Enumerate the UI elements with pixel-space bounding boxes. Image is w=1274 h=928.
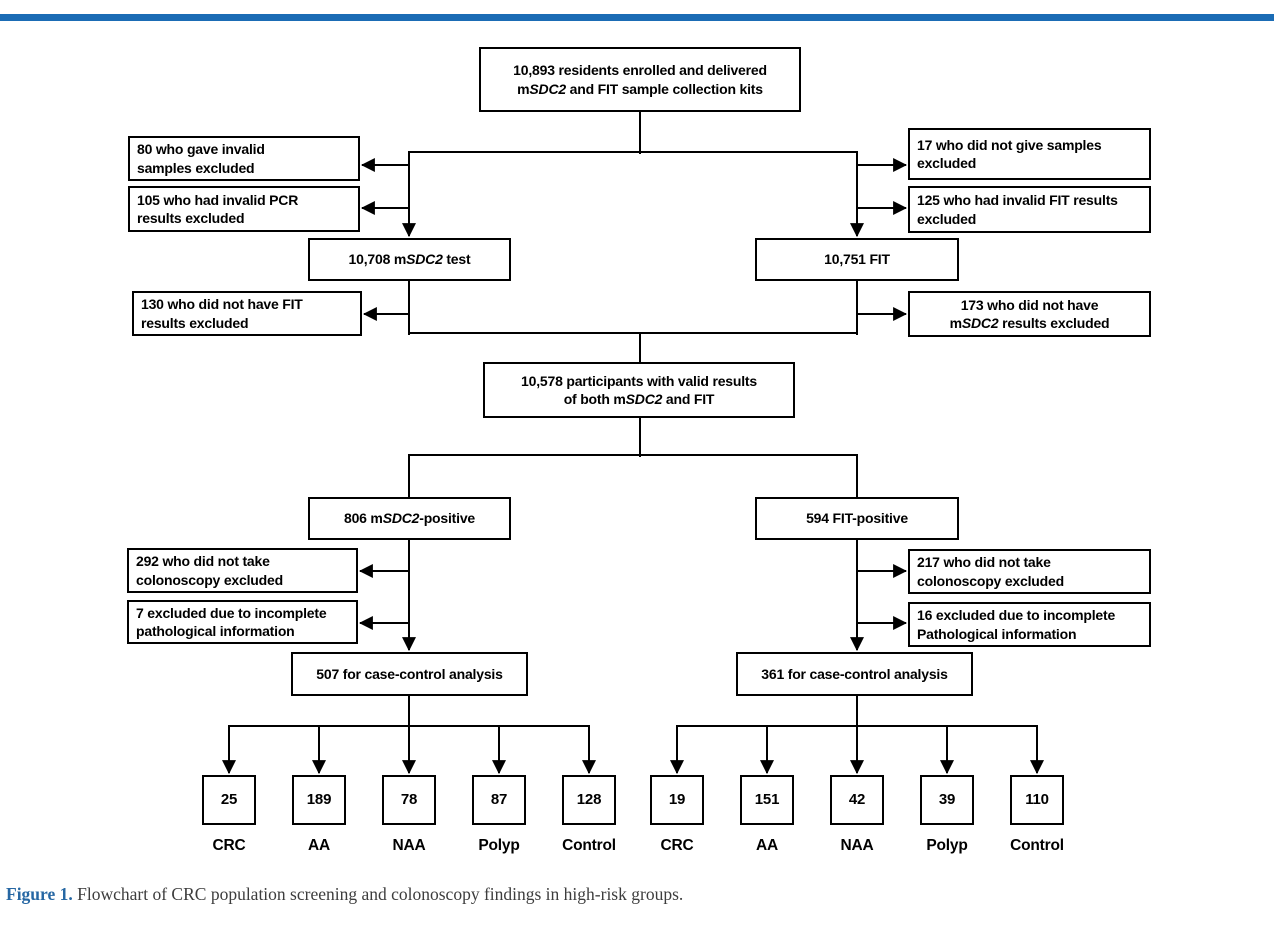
node-msdc2-positive: 806 mSDC2-positive	[308, 497, 511, 540]
node-excl-no-colonoscopy-right: 217 who did not take colonoscopy excluded	[908, 549, 1151, 594]
label-left-naa: NAA	[392, 836, 426, 854]
node-excl-no-samples: 17 who did not give samples excluded	[908, 128, 1151, 180]
node-excl-invalid-pcr: 105 who had invalid PCR results excluded	[128, 186, 360, 232]
label-left-control: Control	[562, 836, 616, 854]
node-excl-incomplete-path-right: 16 excluded due to incomplete Pathological information	[908, 602, 1151, 647]
node-fit-test: 10,751 FIT	[755, 238, 959, 281]
node-count-right-crc: 19	[650, 775, 704, 825]
node-count-right-polyp: 39	[920, 775, 974, 825]
label-right-naa: NAA	[840, 836, 874, 854]
node-excl-invalid-samples: 80 who gave invalid samples excluded	[128, 136, 360, 181]
figure-caption-text: Flowchart of CRC population screening and colonoscopy findings in high-risk groups.	[72, 884, 684, 904]
label-left-aa: AA	[308, 836, 330, 854]
node-excl-no-colonoscopy-left: 292 who did not take colonoscopy excluded	[127, 548, 358, 593]
node-count-right-naa: 42	[830, 775, 884, 825]
label-left-polyp: Polyp	[478, 836, 520, 854]
node-count-right-aa: 151	[740, 775, 794, 825]
node-enrolled: 10,893 residents enrolled and delivered mSDC2 and FIT sample collection kits	[479, 47, 801, 112]
node-msdc2-test: 10,708 mSDC2 test	[308, 238, 511, 281]
node-excl-no-fit-results: 130 who did not have FIT results excluded	[132, 291, 362, 336]
node-case-control-361: 361 for case-control analysis	[736, 652, 973, 696]
node-count-right-control: 110	[1010, 775, 1064, 825]
label-right-polyp: Polyp	[926, 836, 968, 854]
label-right-control: Control	[1010, 836, 1064, 854]
node-excl-incomplete-path-left: 7 excluded due to incomplete pathological information	[127, 600, 358, 644]
node-excl-no-msdc2-results: 173 who did not have mSDC2 results excluded	[908, 291, 1151, 337]
node-count-left-naa: 78	[382, 775, 436, 825]
node-count-left-crc: 25	[202, 775, 256, 825]
label-left-crc: CRC	[212, 836, 246, 854]
node-case-control-507: 507 for case-control analysis	[291, 652, 528, 696]
node-fit-positive: 594 FIT-positive	[755, 497, 959, 540]
node-valid-both: 10,578 participants with valid results of both mSDC2 and FIT	[483, 362, 795, 418]
node-count-left-polyp: 87	[472, 775, 526, 825]
node-count-left-control: 128	[562, 775, 616, 825]
figure-caption-label: Figure 1.	[6, 884, 73, 904]
figure-caption	[6, 884, 1106, 905]
node-excl-invalid-fit: 125 who had invalid FIT results excluded	[908, 186, 1151, 233]
label-right-crc: CRC	[660, 836, 694, 854]
label-right-aa: AA	[756, 836, 778, 854]
node-count-left-aa: 189	[292, 775, 346, 825]
